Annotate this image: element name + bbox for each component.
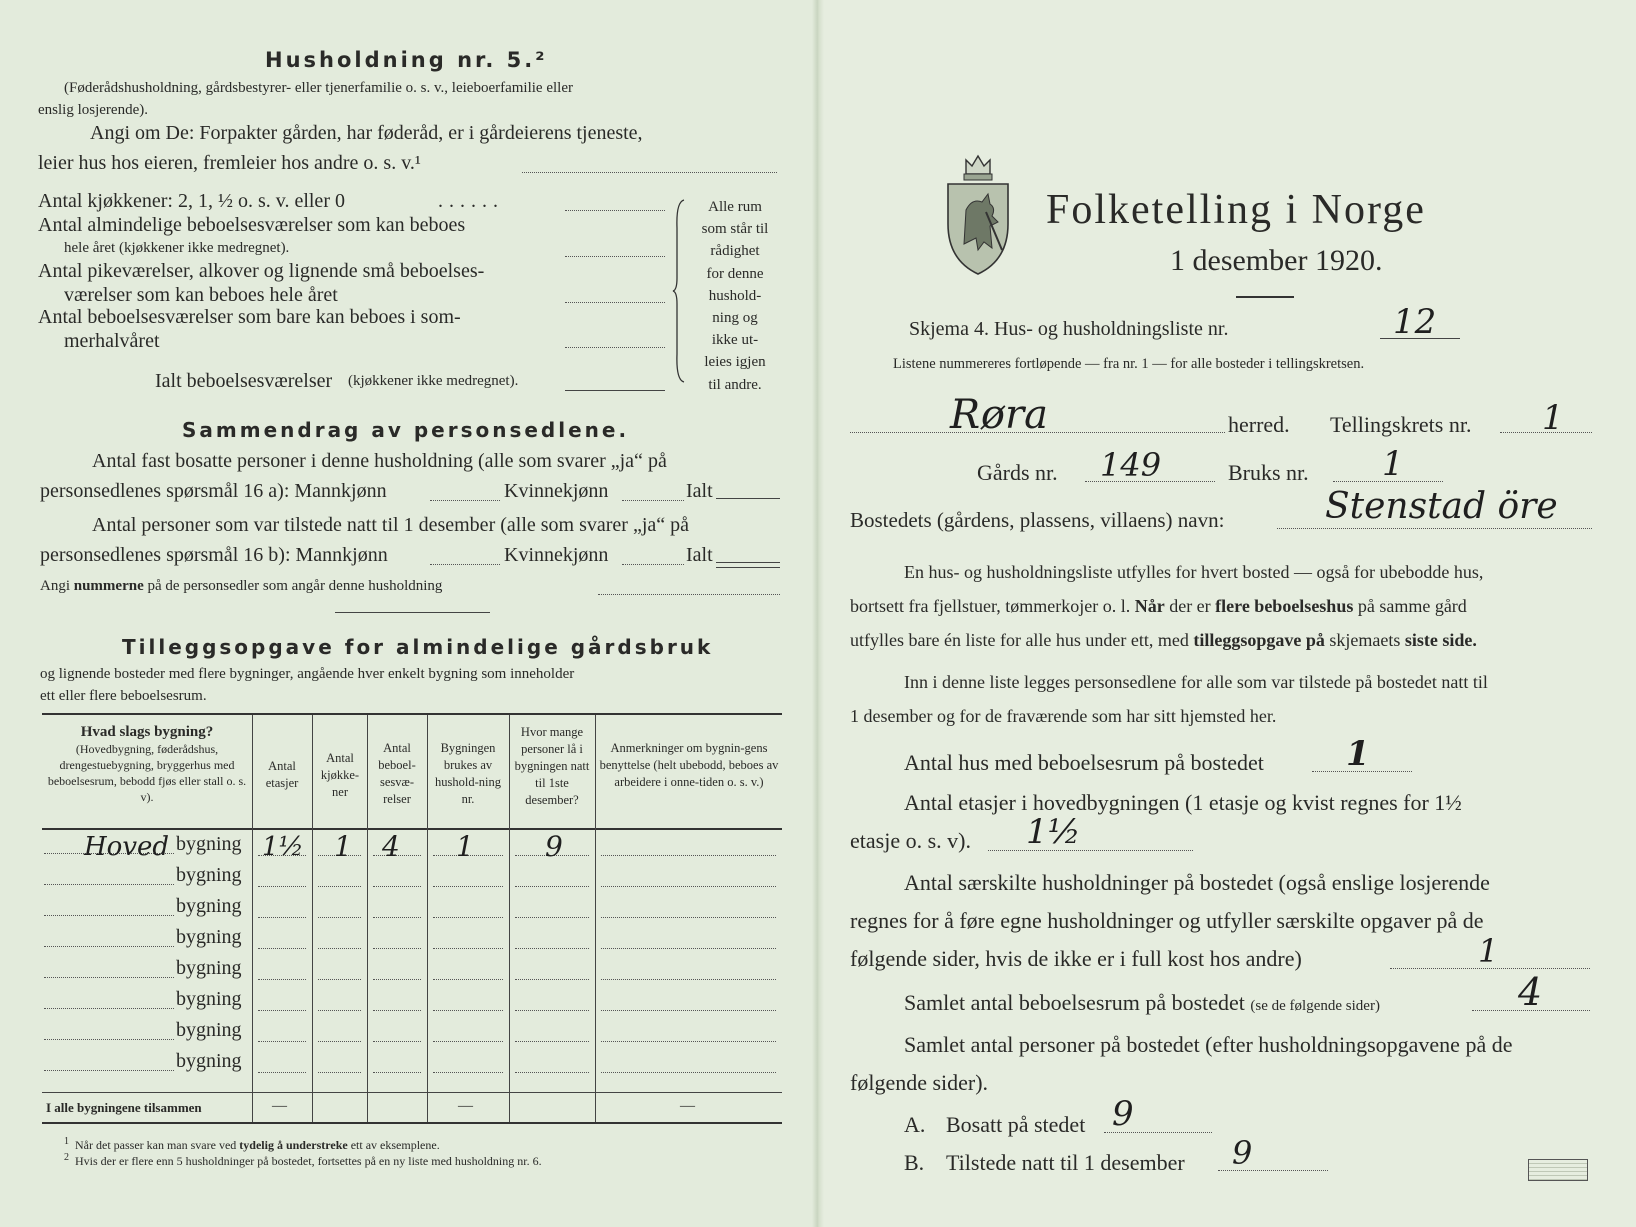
para1-l2-mid: der er (1169, 596, 1211, 616)
para1-l2-pre: bortsett fra fjellstuer, tømmerkojer o. l. (850, 596, 1131, 616)
row-cell-line (433, 917, 503, 918)
row-cell-line (318, 979, 361, 980)
krets-value: 1 (1542, 398, 1564, 438)
bosted-label: Bostedets (gårdens, plassens, villaens) navn: (850, 508, 1225, 532)
numbers-post: på de personsedler som angår denne husholdning (147, 578, 443, 594)
table-top-rule (42, 713, 782, 715)
numbers-line (40, 578, 442, 595)
summary-b-total-line (716, 562, 780, 563)
summary-b-male-line (430, 564, 500, 565)
row-cell-line (601, 1072, 776, 1073)
footnote-1-post: ett av eksemplene. (350, 1138, 440, 1152)
row-cell-line (515, 979, 589, 980)
row-cell-line (318, 1010, 361, 1011)
table-col-divider (509, 715, 510, 1122)
row-building-label: bygning (176, 926, 242, 948)
bosted-value: Stenstad öre (1325, 486, 1558, 527)
row-building-label: bygning (176, 1050, 242, 1072)
krets-label: Tellingskrets nr. (1330, 412, 1472, 437)
a-text: Bosatt på stedet (946, 1112, 1086, 1137)
kitchens-dots: ...... (438, 190, 504, 212)
row-cell-line (601, 1010, 776, 1011)
angi-answer-line (522, 172, 777, 173)
numbers-answer-line (598, 594, 780, 595)
table-col-divider (427, 715, 428, 1122)
row-cell-line (515, 1072, 589, 1073)
row-name-line (44, 1070, 174, 1071)
row-name-line (44, 977, 174, 978)
summary-b-female-label: Kvinnekjønn (504, 544, 609, 566)
row-cell-line (318, 886, 361, 887)
footnote-1-pre: Når det passer kan man svare ved (75, 1138, 237, 1152)
row-cell-line (258, 1072, 306, 1073)
para1-l2-bold-1: Når (1134, 596, 1165, 616)
row-1-floors: 1½ (262, 832, 304, 862)
summary-title: Sammendrag av personsedlene. (182, 418, 630, 442)
summer-rooms-label-2: merhalvåret (64, 330, 160, 352)
col-building-type-header (44, 724, 250, 805)
para1-l3-mid: skjemaets (1329, 630, 1401, 650)
printer-stamp (1528, 1159, 1588, 1181)
q-floors-line-2: etasje o. s. v). (850, 828, 971, 853)
row-cell-line (258, 886, 306, 887)
row-cell-line (601, 979, 776, 980)
row-cell-line (601, 886, 776, 887)
side-note-line: ikke ut- (711, 332, 759, 349)
angi-line-2: leier hus hos eieren, fremleier hos andre o. s. v.¹ (38, 152, 421, 174)
schema-label: Skjema 4. Hus- og husholdningsliste nr. (909, 318, 1229, 340)
gards-label: Gårds nr. (977, 460, 1058, 485)
kitchens-answer-line (565, 210, 665, 211)
col-remarks-header: Anmerkninger om bygnin-gens benyttelse (helt ubebodd, beboes av arbeidere i onne-tiden o. s. v.) (599, 741, 779, 789)
row-cell-line (373, 948, 421, 949)
row-cell-line (258, 917, 306, 918)
footnote-2: $^2$ Hvis der er flere enn 5 husholdninger på bostedet, fortsettes på en ny liste med husholdning nr. 6. (64, 1152, 542, 1168)
ordinary-rooms-label-1: Antal almindelige beboelsesværelser som kan beboes (38, 214, 466, 236)
col-building-type-sub: (Hovedbygning, føderådshus, drengestuebygning, bryggerhus med beboelsesrum, bebodd fjøs eller stall o. s. v). (47, 742, 247, 804)
para1-l3-pre: utfylles bare én liste for alle hus under ett, med (850, 630, 1189, 650)
household-title: Husholdning nr. 5.² (265, 48, 548, 72)
side-note-line: rådighet (710, 243, 760, 260)
q-floors-value: 1½ (1026, 812, 1081, 852)
side-note-line: til andre. (708, 376, 762, 393)
supp-subtitle-1: og lignende bosteder med flere bygninger, angående hver enkelt bygning som inneholder (40, 666, 575, 682)
q-households-line-2: regnes for å føre egne husholdninger og utfyller særskilte opgaver på de (850, 908, 1484, 933)
row-1-rooms: 4 (382, 830, 400, 863)
row-cell-line (601, 917, 776, 918)
row-cell-line (258, 1010, 306, 1011)
numbers-pre: Angi (40, 578, 70, 594)
row-cell-line (601, 1041, 776, 1042)
summary-a-line-1: Antal fast bosatte personer i denne husholdning (alle som svarer „ja“ på (92, 450, 667, 472)
row-cell-line (318, 917, 361, 918)
herred-value: Røra (950, 392, 1048, 438)
col-rooms-header: Antal beboel-sesvæ-relser (378, 741, 416, 806)
summary-a-male-line (430, 500, 500, 501)
supp-subtitle-2: ett eller flere beboelsesrum. (40, 688, 207, 704)
row-cell-line (601, 855, 776, 856)
row-cell-line (258, 1041, 306, 1042)
page-fold (812, 0, 824, 1227)
row-name-line (44, 884, 174, 885)
row-cell-line (318, 1041, 361, 1042)
ordinary-rooms-answer-line (565, 256, 665, 257)
side-note-line: for denne (706, 265, 764, 282)
side-note-line: leies igjen (704, 354, 766, 371)
bosted-line (1277, 528, 1592, 529)
row-cell-line (433, 1072, 503, 1073)
table-col-divider (252, 715, 253, 1122)
census-title: Folketelling i Norge (1046, 187, 1426, 233)
q-floors-answer-line (988, 850, 1193, 851)
row-cell-line (433, 1010, 503, 1011)
q-houses-label: Antal hus med beboelsesrum på bostedet (904, 750, 1264, 775)
para1-l3-bold-2: siste side. (1404, 630, 1477, 650)
row-building-label: bygning (176, 895, 242, 917)
household-subtitle-1: (Føderådshusholdning, gårdsbestyrer- eller tjenerfamilie o. s. v., leieboerfamilie eller (64, 80, 573, 96)
total-rooms-note: (kjøkkener ikke medregnet). (348, 373, 519, 389)
row-building-label: bygning (176, 988, 242, 1010)
para1-line-2 (850, 596, 1467, 617)
side-note-brace (672, 198, 688, 384)
q-persons-line-2: følgende sider). (850, 1070, 989, 1095)
summary-a-total-line (716, 498, 780, 499)
bruks-value: 1 (1382, 444, 1404, 484)
kitchens-label: Antal kjøkkener: 2, 1, ½ o. s. v. eller 0 (38, 190, 345, 212)
para2-line-2: 1 desember og for de fraværende som har sitt hjemsted her. (850, 706, 1277, 726)
row-1-household: 1 (456, 830, 474, 863)
coat-of-arms-icon (942, 152, 1014, 278)
total-floors-dash: — (272, 1098, 287, 1114)
row-cell-line (433, 886, 503, 887)
row-name-line (44, 1039, 174, 1040)
q-households-line-1: Antal særskilte husholdninger på bostedet (også enslige losjerende (904, 870, 1490, 895)
footnote-2-text: Hvis der er flere enn 5 husholdninger på bostedet, fortsettes på en ny liste med husholdning nr. 6. (75, 1154, 542, 1168)
footnote-1-bold: tydelig å understreke (239, 1138, 348, 1152)
title-divider (1236, 296, 1294, 298)
row-cell-line (601, 948, 776, 949)
side-note-line: ning og (712, 310, 758, 327)
row-cell-line (258, 979, 306, 980)
row-cell-line (373, 979, 421, 980)
herred-label: herred. (1228, 412, 1290, 437)
section-divider (335, 612, 490, 613)
b-text: Tilstede natt til 1 desember (946, 1150, 1185, 1175)
summary-b-line-1: Antal personer som var tilstede natt til 1 desember (alle som svarer „ja“ på (92, 514, 690, 536)
q-rooms-label (904, 990, 1380, 1016)
table-col-divider (312, 715, 313, 1122)
row-cell-line (515, 886, 589, 887)
col-floors-header: Antal etasjer (265, 759, 299, 790)
row-cell-line (318, 1072, 361, 1073)
angi-line-1: Angi om De: Forpakter gården, har føderåd, er i gårdeierens tjeneste, (90, 122, 643, 144)
row-cell-line (515, 917, 589, 918)
a-label: A. (904, 1112, 926, 1137)
row-cell-line (373, 917, 421, 918)
household-subtitle-2: enslig losjerende). (38, 102, 148, 118)
row-name-line (44, 915, 174, 916)
total-household-dash: — (458, 1098, 473, 1114)
b-label: B. (904, 1150, 925, 1175)
summary-a-female-label: Kvinnekjønn (504, 480, 609, 502)
row-1-building-name: Hoved (84, 832, 170, 862)
row-building-label: bygning (176, 1019, 242, 1041)
maid-rooms-label-1: Antal pikeværelser, alkover og lignende små beboelses- (38, 260, 485, 282)
maid-rooms-label-2: værelser som kan beboes hele året (64, 284, 338, 306)
summary-a-female-line (622, 500, 684, 501)
col-kitchens-header: Antal kjøkke-ner (320, 751, 360, 799)
row-name-line (44, 1008, 174, 1009)
a-value: 9 (1112, 1094, 1134, 1134)
total-remarks-dash: — (680, 1098, 695, 1114)
para1-line-1: En hus- og husholdningsliste utfylles for hvert bosted — også for ubebodde hus, (904, 562, 1484, 582)
row-1-persons: 9 (545, 830, 563, 863)
q-persons-line-1: Samlet antal personer på bostedet (efter husholdningsopgavene på de (904, 1032, 1513, 1057)
summary-a-line-2: personsedlenes spørsmål 16 a): Mannkjønn (40, 480, 387, 502)
summary-b-total-label: Ialt (686, 544, 713, 566)
total-rooms-label: Ialt beboelsesværelser (155, 370, 333, 392)
row-name-line (44, 946, 174, 947)
summer-rooms-label-1: Antal beboelsesværelser som bare kan beboes i som- (38, 306, 461, 328)
para1-l2-bold-2: flere beboelseshus (1215, 596, 1354, 616)
summer-rooms-answer-line (565, 347, 665, 348)
table-total-rule (42, 1092, 782, 1093)
ordinary-rooms-label-2: hele året (kjøkkener ikke medregnet). (64, 240, 290, 256)
bruks-label: Bruks nr. (1228, 460, 1309, 485)
table-header-rule (42, 828, 782, 830)
row-cell-line (433, 948, 503, 949)
row-cell-line (515, 948, 589, 949)
row-building-label: bygning (176, 864, 242, 886)
side-note-line: Alle rum (708, 199, 762, 215)
table-col-divider (367, 715, 368, 1122)
q-floors-line-1: Antal etasjer i hovedbygningen (1 etasje og kvist regnes for 1½ (904, 790, 1462, 815)
side-note-line: som står til (701, 221, 769, 238)
para1-line-3 (850, 630, 1477, 651)
gards-value: 149 (1100, 446, 1162, 484)
col-building-type-title: Hvad slags bygning? (80, 724, 214, 740)
row-building-label: bygning (176, 833, 242, 855)
row-cell-line (373, 1041, 421, 1042)
numbers-bold: nummerne (73, 578, 144, 594)
q-households-value: 1 (1478, 932, 1499, 970)
summary-b-total-line-2 (716, 567, 780, 568)
summary-b-line-2: personsedlenes spørsmål 16 b): Mannkjønn (40, 544, 388, 566)
census-date: 1 desember 1920. (1170, 244, 1383, 277)
q-rooms-value: 4 (1518, 970, 1543, 1014)
para1-l2-post: på samme gård (1357, 596, 1467, 616)
row-cell-line (373, 1072, 421, 1073)
table-bottom-rule (42, 1122, 782, 1124)
q-houses-value: 1 (1346, 734, 1370, 774)
row-cell-line (515, 1041, 589, 1042)
footnote-1: $^1$ Når det passer kan man svare ved tydelig å understreke ett av eksemplene. (64, 1136, 440, 1152)
b-value: 9 (1232, 1134, 1253, 1172)
side-note-line: hushold- (708, 287, 762, 304)
maid-rooms-answer-line (565, 302, 665, 303)
row-cell-line (373, 1010, 421, 1011)
summary-b-female-line (622, 564, 684, 565)
q-rooms-pre: Samlet antal beboelsesrum på bostedet (904, 990, 1245, 1015)
q-households-line-3: følgende sider, hvis de ikke er i full kost hos andre) (850, 946, 1302, 971)
q-rooms-note: (se de følgende sider) (1250, 998, 1380, 1014)
row-cell-line (433, 1041, 503, 1042)
col-household-header: Bygningen brukes av hushold-ning nr. (435, 741, 501, 806)
para1-l3-bold-1: tilleggsopgave på (1193, 630, 1325, 650)
table-col-divider (595, 715, 596, 1122)
row-cell-line (515, 1010, 589, 1011)
schema-number: 12 (1393, 302, 1437, 342)
row-building-label: bygning (176, 957, 242, 979)
supp-title: Tilleggsopgave for almindelige gårdsbruk (122, 635, 714, 659)
list-note: Listene nummereres fortløpende — fra nr. 1 — for alle bosteder i tellingskretsen. (893, 356, 1365, 372)
row-1-kitchens: 1 (334, 830, 352, 863)
para2-line-1: Inn i denne liste legges personsedlene for alle som var tilstede på bostedet natt til (904, 672, 1488, 692)
row-cell-line (258, 948, 306, 949)
side-note (690, 196, 780, 396)
col-persons-header: Hvor mange personer lå i bygningen natt til 1ste desember? (514, 725, 590, 807)
summary-a-total-label: Ialt (686, 480, 713, 502)
row-cell-line (373, 886, 421, 887)
total-rooms-answer-line (565, 390, 665, 391)
row-cell-line (318, 948, 361, 949)
table-total-label: I alle bygningene tilsammen (46, 1100, 202, 1115)
row-cell-line (433, 979, 503, 980)
